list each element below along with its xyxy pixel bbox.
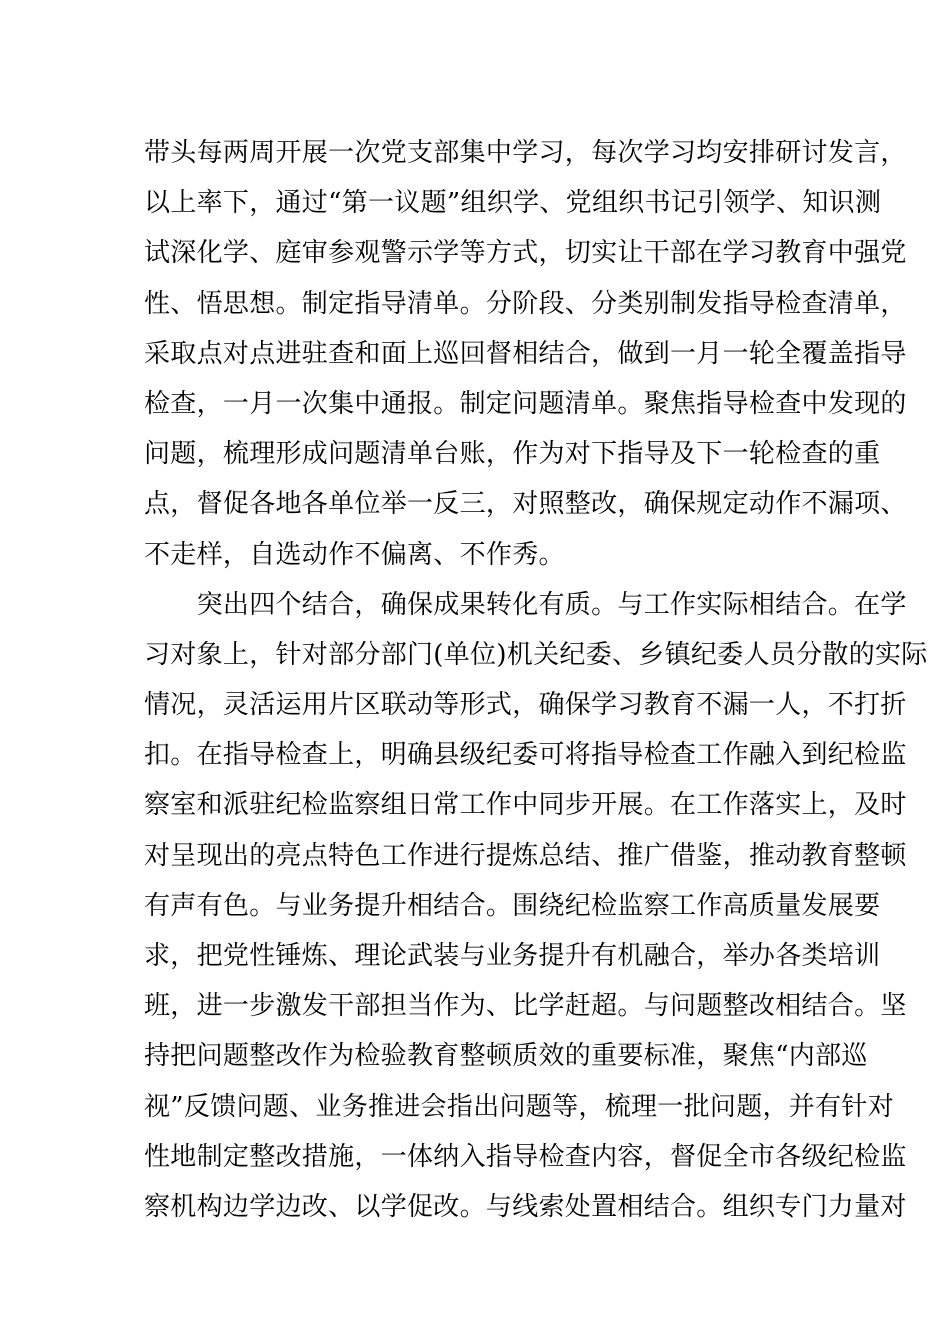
text-line: 视”反馈问题、业务推进会指出问题等，梳理一批问题，并有针对 bbox=[144, 1091, 894, 1122]
text-line: 有声有色。与业务提升相结合。围绕纪检监察工作高质量发展要 bbox=[144, 890, 881, 921]
text-line: 问题，梳理形成问题清单台账，作为对下指导及下一轮检查的重 bbox=[144, 439, 881, 470]
text-line: 性、悟思想。制定指导清单。分阶段、分类别制发指导检查清单， bbox=[144, 288, 907, 319]
text-line: 持把问题整改作为检验教育整顿质效的重要标准，聚焦“内部巡 bbox=[144, 1041, 868, 1072]
text-line: 察机构边学边改、以学促改。与线索处置相结合。组织专门力量对 bbox=[144, 1191, 907, 1222]
text-line: 检查，一月一次集中通报。制定问题清单。聚焦指导检查中发现的 bbox=[144, 388, 907, 419]
text-line: 以上率下，通过“第一议题”组织学、党组织书记引领学、知识测 bbox=[144, 188, 882, 219]
text-line: 采取点对点进驻查和面上巡回督相结合，做到一月一轮全覆盖指导 bbox=[144, 338, 907, 369]
text-line: 求，把党性锤炼、理论武装与业务提升有机融合，举办各类培训 bbox=[144, 941, 881, 971]
text-line: 班，进一步激发干部担当作为、比学赶超。与问题整改相结合。坚 bbox=[144, 991, 907, 1022]
body-text bbox=[144, 128, 928, 1232]
text-line: 点，督促各地各单位举一反三，对照整改，确保规定动作不漏项、 bbox=[144, 489, 907, 520]
text-line: 情况，灵活运用片区联动等形式，确保学习教育不漏一人，不打折 bbox=[144, 690, 907, 721]
text-line: 习对象上，针对部分部门(单位)机关纪委、乡镇纪委人员分散的实际 bbox=[144, 639, 928, 670]
text-line: 试深化学、庭审参观警示学等方式，切实让干部在学习教育中强党 bbox=[144, 238, 907, 269]
text-line: 对呈现出的亮点特色工作进行提炼总结、推广借鉴，推动教育整顿 bbox=[144, 840, 907, 871]
text-line: 性地制定整改措施，一体纳入指导检查内容，督促全市各级纪检监 bbox=[144, 1141, 907, 1172]
text-line: 扣。在指导检查上，明确县级纪委可将指导检查工作融入到纪检监 bbox=[144, 740, 907, 771]
text-line: 突出四个结合，确保成果转化有质。与工作实际相结合。在学 bbox=[144, 589, 907, 620]
text-line: 察室和派驻纪检监察组日常工作中同步开展。在工作落实上，及时 bbox=[144, 790, 907, 821]
text-line: 不走样，自选动作不偏离、不作秀。 bbox=[144, 539, 565, 570]
text-line: 带头每两周开展一次党支部集中学习，每次学习均安排研讨发言， bbox=[144, 138, 907, 168]
